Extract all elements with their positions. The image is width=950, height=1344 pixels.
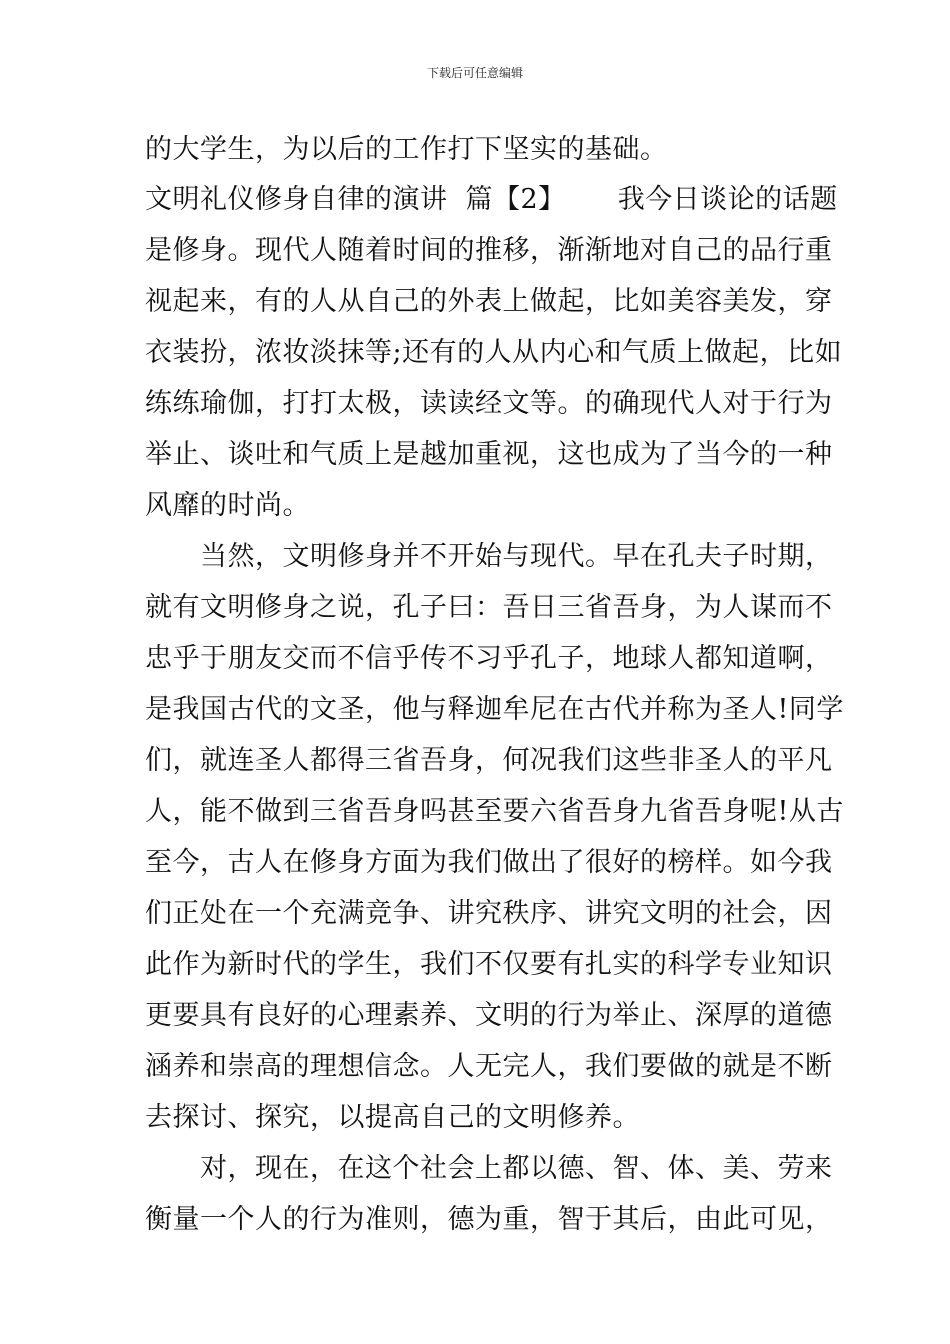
text-line: 至今，古人在修身方面为我们做出了很好的榜样。如今我 [145,847,833,878]
text-line: 是我国古代的文圣，他与释迦牟尼在古代并称为圣人!同学 [145,694,844,725]
text-line: 涵养和崇高的理想信念。人无完人，我们要做的就是不断 [145,1051,833,1082]
text-line: 衣装扮，浓妆淡抹等;还有的人从内心和气质上做起，比如 [145,337,843,368]
page-header: 下载后可任意编辑 [426,66,523,80]
text-line: 人，能不做到三省吾身吗甚至要六省吾身九省吾身呢!从古 [145,796,844,827]
text-line: 更要具有良好的心理素养、文明的行为举止、深厚的道德 [145,1000,833,1031]
text-line: 们正处在一个充满竞争、讲究秩序、讲究文明的社会，因 [145,898,833,929]
text-line: 风靡的时尚。 [145,490,310,521]
text-line: 此作为新时代的学生，我们不仅要有扎实的科学专业知识 [145,949,833,980]
text-line: 的大学生，为以后的工作打下坚实的基础。 [145,134,668,165]
text-line: 衡量一个人的行为准则，德为重，智于其后，由此可见， [145,1204,833,1235]
paragraph-start: 当然，文明修身并不开始与现代。早在孔夫子时期， [200,541,833,572]
speech-part: 篇【2】 [465,184,566,215]
text-line: 忠乎于朋友交而不信乎传不习乎孔子，地球人都知道啊， [145,643,833,674]
text-line: 练练瑜伽，打打太极，读读经文等。的确现代人对于行为 [145,388,833,419]
paragraph-start: 对，现在，在这个社会上都以德、智、体、美、劳来 [200,1153,833,1184]
text-line: 我今日谈论的话题 [617,184,838,215]
text-line: 视起来，有的人从自己的外表上做起，比如美容美发，穿 [145,286,833,317]
text-line: 举止、谈吐和气质上是越加重视，这也成为了当今的一种 [145,439,833,470]
title-line [145,186,838,213]
speech-title: 文明礼仪修身自律的演讲 [145,184,448,215]
text-line: 去探讨、探究，以提高自己的文明修养。 [145,1102,640,1133]
text-line: 是修身。现代人随着时间的推移，渐渐地对自己的品行重 [145,235,833,266]
text-line: 们，就连圣人都得三省吾身，何况我们这些非圣人的平凡 [145,745,833,776]
text-line: 就有文明修身之说，孔子曰：吾日三省吾身，为人谋而不 [145,592,833,623]
